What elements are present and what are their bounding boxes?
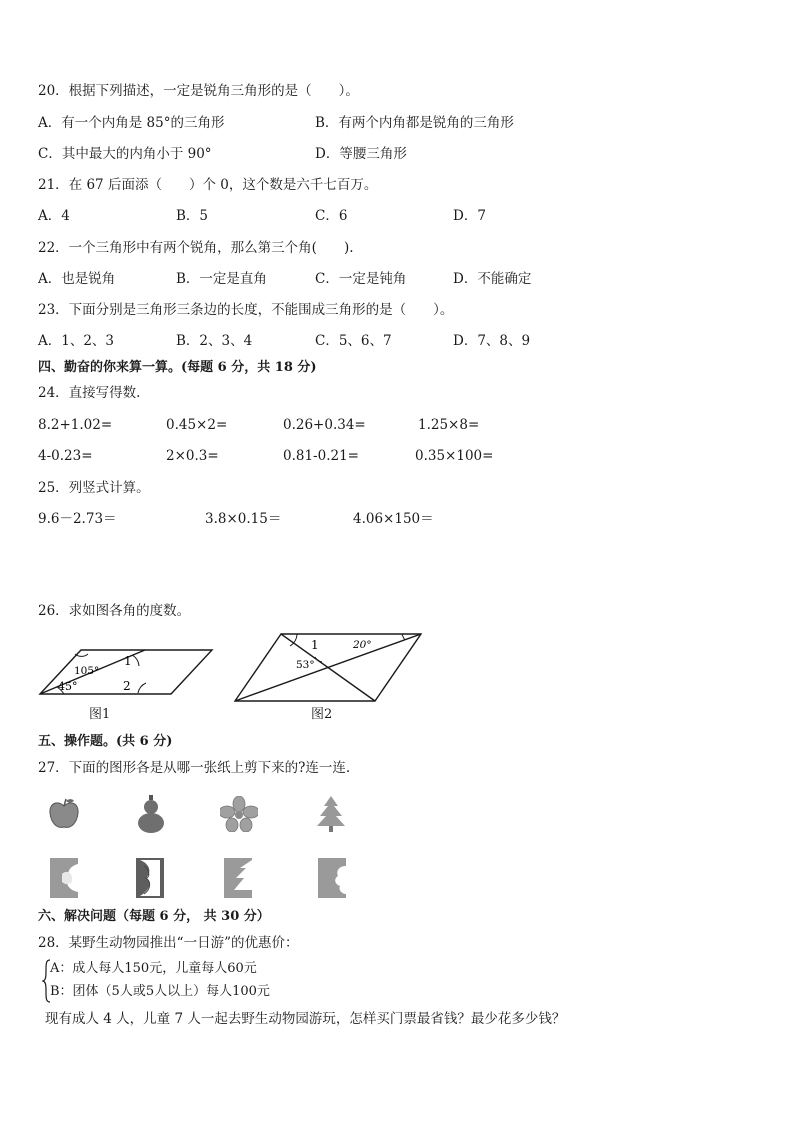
q28-question: 现有成人 4 人，儿童 7 人一起去野生动物园游玩，怎样买门票最省钱？最少花多少钱？ [45, 1011, 566, 1027]
q24-item: 0.35×100= [415, 448, 494, 464]
q26-stem: 26．求如图各角的度数。 [38, 603, 191, 619]
fig1-label-1: 1 [124, 654, 132, 668]
q20-option-c[interactable]: C．其中最大的内角小于 90° [38, 146, 212, 162]
q28-option-a: A：成人每人150元，儿童每人60元 [50, 961, 257, 976]
q20-option-b[interactable]: B．有两个内角都是锐角的三角形 [315, 115, 514, 131]
q24-item: 2×0.3= [166, 448, 219, 464]
q21-stem: 21．在 67 后面添（ ）个 0，这个数是六千七百万。 [38, 177, 378, 193]
fig2-angle-20: 20° [353, 639, 372, 651]
q23-option-c[interactable]: C．5、6、7 [315, 333, 392, 349]
q22-option-a[interactable]: A．也是锐角 [38, 271, 116, 287]
tree-icon[interactable] [314, 794, 348, 834]
q25-item: 9.6－2.73＝ [38, 511, 117, 527]
q24-item: 0.45×2= [166, 417, 228, 433]
q25-item: 4.06×150＝ [353, 511, 434, 527]
q22-option-d[interactable]: D．不能确定 [453, 271, 532, 287]
fig2-label-1: 1 [311, 638, 319, 652]
gourd-icon[interactable] [134, 794, 168, 834]
q24-item: 8.2+1.02= [38, 417, 113, 433]
fig1-label-2: 2 [123, 679, 131, 693]
section-4-heading: 四、勤奋的你来算一算。(每题 6 分，共 18 分) [38, 360, 317, 375]
q22-stem: 22．一个三角形中有两个锐角，那么第三个角( ). [38, 240, 354, 256]
paper-cut-4-icon[interactable] [316, 856, 348, 900]
q28-stem: 28．某野生动物园推出“一日游”的优惠价： [38, 935, 299, 951]
q24-item: 1.25×8= [418, 417, 480, 433]
q21-option-a[interactable]: A．4 [38, 208, 70, 224]
q25-item: 3.8×0.15＝ [205, 511, 282, 527]
paper-cut-2-icon[interactable] [134, 856, 166, 900]
q24-stem: 24．直接写得数. [38, 385, 141, 401]
fig1-angle-45: 45° [58, 680, 78, 693]
q20-option-a[interactable]: A．有一个内角是 85°的三角形 [38, 115, 225, 131]
section-5-heading: 五、操作题。(共 6 分) [38, 734, 173, 749]
q27-stem: 27．下面的图形各是从哪一张纸上剪下来的?连一连. [38, 760, 351, 776]
figure-1-caption: 图1 [89, 707, 111, 722]
q21-option-c[interactable]: C．6 [315, 208, 348, 224]
q24-item: 4-0.23= [38, 448, 93, 464]
q20-stem: 20．根据下列描述，一定是锐角三角形的是（ ）。 [38, 83, 359, 99]
figure-2-caption: 图2 [311, 707, 333, 722]
section-6-heading: 六、解决问题（每题 6 分， 共 30 分） [38, 909, 270, 924]
apple-icon[interactable] [46, 796, 82, 832]
q23-option-a[interactable]: A．1、2、3 [38, 333, 115, 349]
q23-option-b[interactable]: B．2、3、4 [176, 333, 253, 349]
flower-icon[interactable] [220, 796, 258, 832]
paper-cut-1-icon[interactable] [48, 856, 80, 900]
fig2-angle-53: 53° [296, 659, 315, 671]
q25-stem: 25．列竖式计算。 [38, 480, 150, 496]
q20-option-d[interactable]: D．等腰三角形 [315, 146, 407, 162]
q23-stem: 23．下面分别是三角形三条边的长度，不能围成三角形的是（ ）。 [38, 302, 454, 318]
q24-item: 0.26+0.34= [283, 417, 366, 433]
q22-option-c[interactable]: C．一定是钝角 [315, 271, 407, 287]
figure-1-parallelogram [36, 644, 216, 726]
paper-cut-3-icon[interactable] [222, 856, 254, 900]
q23-option-d[interactable]: D．7、8、9 [453, 333, 531, 349]
q22-option-b[interactable]: B．一定是直角 [176, 271, 267, 287]
q24-item: 0.81-0.21= [283, 448, 359, 464]
q28-option-b: B：团体（5人或5人以上）每人100元 [50, 984, 270, 999]
fig1-angle-105: 105° [74, 665, 100, 677]
q21-option-b[interactable]: B．5 [176, 208, 209, 224]
q21-option-d[interactable]: D．7 [453, 208, 486, 224]
figure-2-parallelogram [232, 630, 424, 705]
